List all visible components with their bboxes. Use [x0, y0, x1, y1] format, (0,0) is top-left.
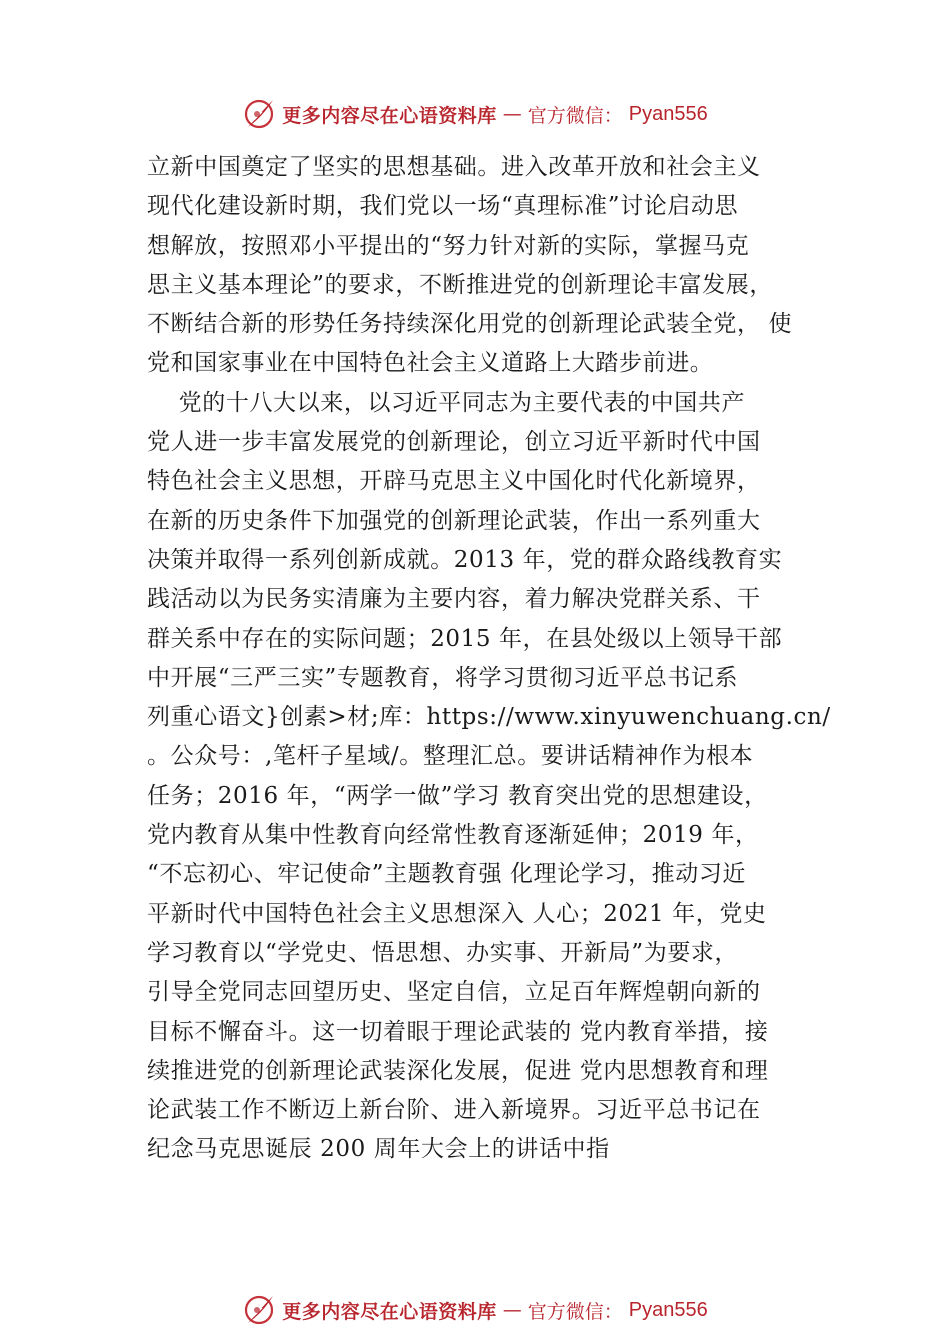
body-line: 党和国家事业在中国特色社会主义道路上大踏步前进。	[147, 350, 714, 377]
document-body	[147, 148, 831, 1170]
body-line: 思主义基本理论”的要求，不断推进党的创新理论丰富发展，	[147, 271, 773, 298]
body-line: 。公众号：,笔杆子星域/。整理汇总。要讲话精神作为根本	[147, 743, 754, 770]
body-line: 想解放，按照邓小平提出的“努力针对新的实际，掌握马克	[147, 232, 750, 259]
footer-banner	[0, 1290, 950, 1330]
body-line: 平新时代中国特色社会主义思想深入 人心；2021 年，党史	[147, 900, 767, 927]
body-line: 群关系中存在的实际问题；2015 年，在县处级以上领导干部	[147, 625, 783, 652]
header-wechat-id: Pyan556	[628, 102, 708, 125]
body-line: 列重心语文}创素>材;库：https://www.xinyuwenchuang.cn/	[147, 704, 831, 731]
body-line: 纪念马克思诞辰 200 周年大会上的讲话中指	[147, 1136, 610, 1163]
quill-pen-logo-icon	[242, 97, 276, 131]
body-line: 决策并取得一系列创新成就。2013 年，党的群众路线教育实	[147, 546, 783, 573]
body-line: 特色社会主义思想，开辟马克思主义中国化时代化新境界，	[147, 468, 761, 495]
body-line: 任务；2016 年，“两学一做”学习 教育突出党的思想建设，	[147, 782, 768, 809]
body-line: 立新中国奠定了坚实的思想基础。进入改革开放和社会主义	[147, 154, 761, 180]
body-line: 党内教育从集中性教育向经常性教育逐渐延伸；2019 年，	[147, 822, 759, 849]
body-line: 现代化建设新时期，我们党以一场“真理标准”讨论启动思	[147, 193, 739, 220]
footer-wechat-id: Pyan556	[628, 1298, 708, 1321]
footer-dash: —	[502, 1299, 522, 1321]
body-line: 学习教育以“学党史、悟思想、办实事、开新局”为要求，	[147, 939, 739, 966]
body-line: 党人进一步丰富发展党的创新理论，创立习近平新时代中国	[147, 429, 761, 456]
body-line: 不断结合新的形势任务持续深化用党的创新理论武装全党， 使	[147, 311, 793, 338]
footer-wechat-label: 官方微信：	[527, 1300, 623, 1323]
body-line: 目标不懈奋斗。这一切着眼于理论武装的 党内教育举措，接	[147, 1018, 769, 1045]
body-line: 践活动以为民务实清廉为主要内容，着力解决党群关系、干	[147, 586, 761, 613]
header-site-text: 更多内容尽在心语资料库	[282, 104, 497, 127]
body-line: 党的十八大以来，以习近平同志为主要代表的中国共产	[147, 389, 746, 416]
footer-site-text: 更多内容尽在心语资料库	[282, 1300, 497, 1323]
quill-pen-logo-icon	[242, 1293, 276, 1327]
header-wechat-label: 官方微信：	[527, 104, 623, 127]
body-line: “不忘初心、牢记使命”主题教育强 化理论学习，推动习近	[147, 861, 747, 888]
body-line: 续推进党的创新理论武装深化发展，促进 党内思想教育和理	[147, 1057, 769, 1084]
header-banner	[0, 94, 950, 134]
body-line: 引导全党同志回望历史、坚定自信，立足百年辉煌朝向新的	[147, 979, 761, 1006]
body-line: 论武装工作不断迈上新台阶、进入新境界。习近平总书记在	[147, 1097, 761, 1124]
header-dash: —	[502, 103, 522, 125]
body-line: 在新的历史条件下加强党的创新理论武装，作出一系列重大	[147, 507, 761, 534]
body-line: 中开展“三严三实”专题教育，将学习贯彻习近平总书记系	[147, 664, 739, 691]
